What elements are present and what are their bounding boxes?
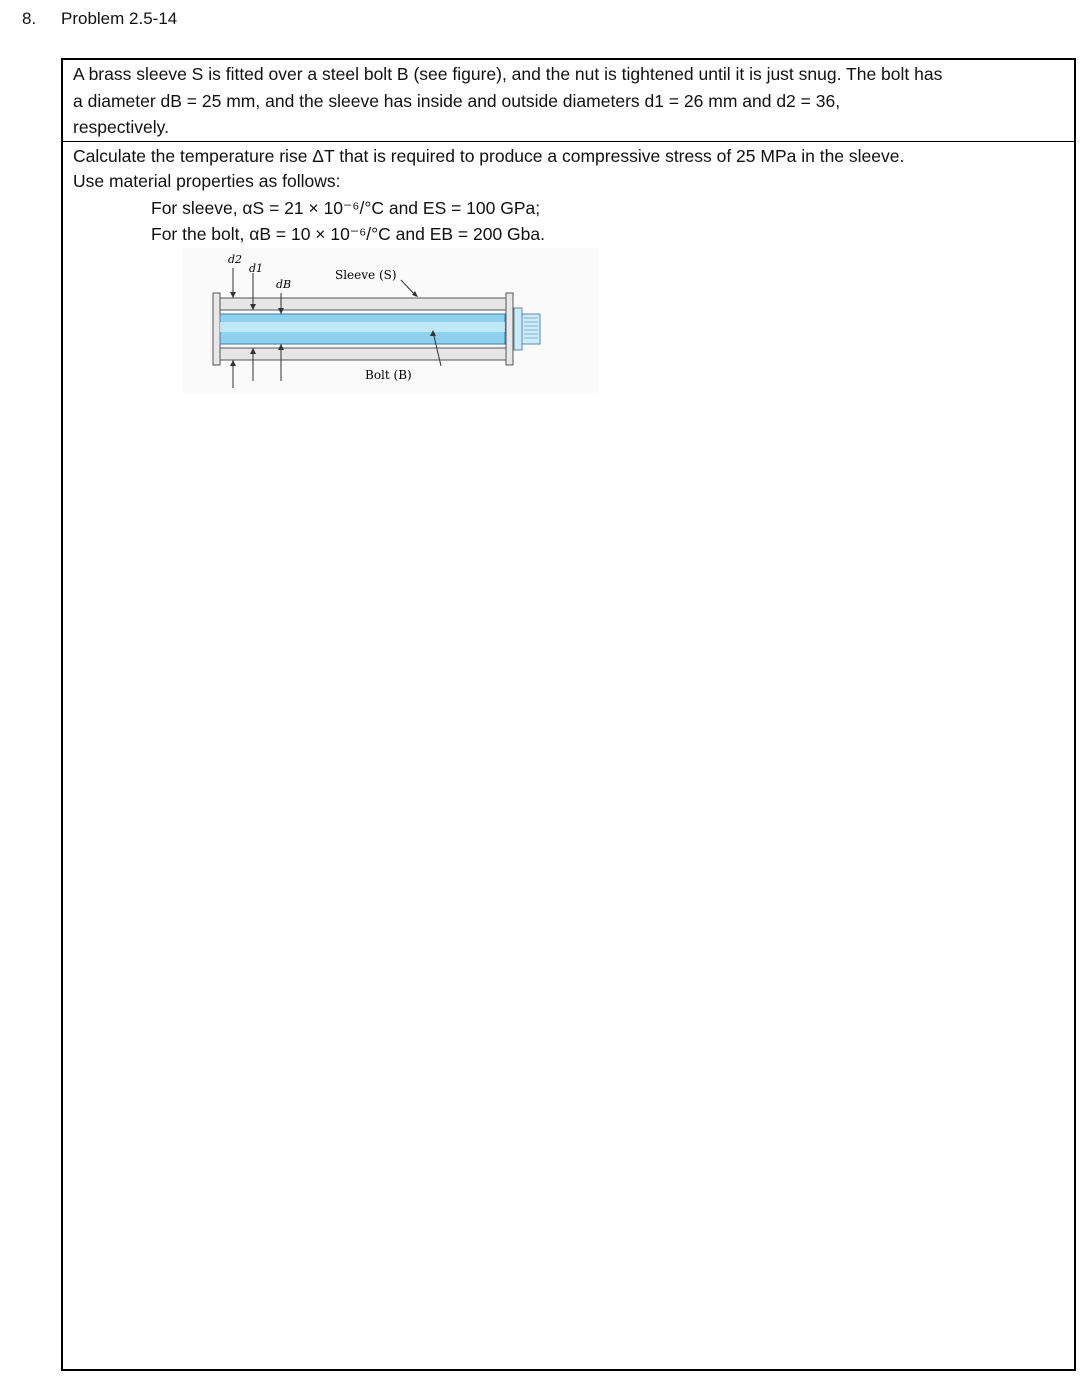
- given-line-3: respectively.: [73, 117, 169, 137]
- label-d2: d2: [228, 253, 243, 266]
- problem-box: [61, 58, 1076, 1371]
- given-line-2: a diameter dB = 25 mm, and the sleeve has inside and outside diameters d1 = 26 mm and d2 = 36,: [73, 91, 841, 111]
- sleeve-properties: For sleeve, αS = 21 × 10⁻⁶/°C and ES = 100 GPa;: [151, 198, 541, 218]
- left-end-plate: [213, 293, 220, 365]
- nut: [514, 308, 522, 350]
- given-section: [63, 60, 1074, 142]
- task-line-1: Calculate the temperature rise ΔT that is required to produce a compressive stress of 25 MPa in the sleeve.: [73, 146, 905, 166]
- bolt-highlight: [220, 322, 505, 332]
- label-sleeve: Sleeve (S): [335, 268, 397, 282]
- problem-title: Problem 2.5-14: [61, 9, 178, 28]
- problem-number: 8.: [22, 9, 37, 28]
- sleeve-top-wall: [220, 298, 508, 310]
- right-end-plate: [506, 293, 513, 365]
- task-line-2: Use material properties as follows:: [73, 171, 341, 191]
- bolt-thread-end: [522, 314, 540, 344]
- label-dB: dB: [276, 278, 292, 291]
- given-line-1: A brass sleeve S is fitted over a steel bolt B (see figure), and the nut is tightened until it is just snug. The bolt has: [73, 64, 943, 84]
- sleeve-bolt-figure: [183, 248, 598, 393]
- label-d1: d1: [249, 262, 264, 275]
- label-bolt: Bolt (B): [365, 368, 412, 382]
- bolt-properties: For the bolt, αB = 10 × 10⁻⁶/°C and EB = 200 Gba.: [151, 224, 545, 244]
- sleeve-bottom-wall: [220, 348, 508, 360]
